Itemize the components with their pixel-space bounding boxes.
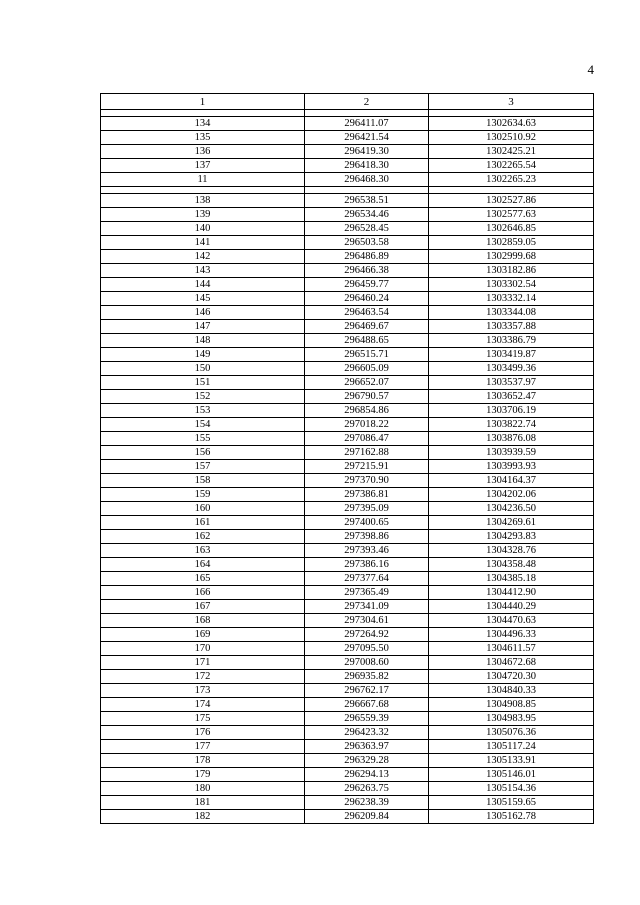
y-coordinate-cell: 1304983.95 (429, 712, 594, 726)
point-number-cell: 156 (101, 446, 305, 460)
point-number-cell: 134 (101, 117, 305, 131)
table-row (101, 117, 594, 131)
x-coordinate-cell: 297095.50 (305, 642, 429, 656)
table-row (101, 530, 594, 544)
x-coordinate-cell: 297386.16 (305, 558, 429, 572)
x-coordinate-cell: 297400.65 (305, 516, 429, 530)
y-coordinate-cell: 1303499.36 (429, 362, 594, 376)
y-coordinate-cell: 1304440.29 (429, 600, 594, 614)
point-number-cell: 152 (101, 390, 305, 404)
point-number-cell: 136 (101, 145, 305, 159)
table-body (101, 110, 594, 824)
y-coordinate-cell: 1304908.85 (429, 698, 594, 712)
table-row (101, 446, 594, 460)
x-coordinate-cell: 297215.91 (305, 460, 429, 474)
point-number-cell: 150 (101, 362, 305, 376)
x-coordinate-cell: 296468.30 (305, 173, 429, 187)
table-row (101, 502, 594, 516)
spacer-cell (429, 187, 594, 194)
point-number-cell: 159 (101, 488, 305, 502)
point-number-cell: 153 (101, 404, 305, 418)
x-coordinate-cell: 296528.45 (305, 222, 429, 236)
x-coordinate-cell: 297365.49 (305, 586, 429, 600)
point-number-cell: 11 (101, 173, 305, 187)
point-number-cell: 166 (101, 586, 305, 600)
x-coordinate-cell: 296466.38 (305, 264, 429, 278)
y-coordinate-cell: 1302265.23 (429, 173, 594, 187)
y-coordinate-cell: 1303332.14 (429, 292, 594, 306)
y-coordinate-cell: 1303876.08 (429, 432, 594, 446)
group-spacer-row (101, 187, 594, 194)
table-row (101, 236, 594, 250)
table-row (101, 572, 594, 586)
column-header-1: 1 (101, 94, 305, 110)
point-number-cell: 141 (101, 236, 305, 250)
y-coordinate-cell: 1305076.36 (429, 726, 594, 740)
coordinates-table (100, 93, 594, 824)
y-coordinate-cell: 1304470.63 (429, 614, 594, 628)
table-row (101, 334, 594, 348)
y-coordinate-cell: 1304611.57 (429, 642, 594, 656)
point-number-cell: 177 (101, 740, 305, 754)
x-coordinate-cell: 296652.07 (305, 376, 429, 390)
point-number-cell: 151 (101, 376, 305, 390)
point-number-cell: 169 (101, 628, 305, 642)
table-row (101, 670, 594, 684)
table-row (101, 292, 594, 306)
table-row (101, 754, 594, 768)
y-coordinate-cell: 1303939.59 (429, 446, 594, 460)
x-coordinate-cell: 296605.09 (305, 362, 429, 376)
table-row (101, 264, 594, 278)
table-row (101, 474, 594, 488)
x-coordinate-cell: 296762.17 (305, 684, 429, 698)
x-coordinate-cell: 296294.13 (305, 768, 429, 782)
y-coordinate-cell: 1304358.48 (429, 558, 594, 572)
spacer-cell (101, 110, 305, 117)
x-coordinate-cell: 297386.81 (305, 488, 429, 502)
table-row (101, 642, 594, 656)
y-coordinate-cell: 1304293.83 (429, 530, 594, 544)
table-row (101, 404, 594, 418)
point-number-cell: 142 (101, 250, 305, 264)
y-coordinate-cell: 1304385.18 (429, 572, 594, 586)
x-coordinate-cell: 296534.46 (305, 208, 429, 222)
table-row (101, 628, 594, 642)
x-coordinate-cell: 297018.22 (305, 418, 429, 432)
x-coordinate-cell: 296419.30 (305, 145, 429, 159)
x-coordinate-cell: 297393.46 (305, 544, 429, 558)
point-number-cell: 137 (101, 159, 305, 173)
x-coordinate-cell: 296667.68 (305, 698, 429, 712)
y-coordinate-cell: 1304236.50 (429, 502, 594, 516)
y-coordinate-cell: 1303182.86 (429, 264, 594, 278)
point-number-cell: 138 (101, 194, 305, 208)
point-number-cell: 167 (101, 600, 305, 614)
point-number-cell: 172 (101, 670, 305, 684)
table-row (101, 418, 594, 432)
table-row (101, 432, 594, 446)
y-coordinate-cell: 1305162.78 (429, 810, 594, 824)
spacer-cell (101, 187, 305, 194)
table-row (101, 460, 594, 474)
table-row (101, 376, 594, 390)
point-number-cell: 168 (101, 614, 305, 628)
table-row (101, 145, 594, 159)
point-number-cell: 145 (101, 292, 305, 306)
x-coordinate-cell: 296559.39 (305, 712, 429, 726)
y-coordinate-cell: 1303537.97 (429, 376, 594, 390)
point-number-cell: 180 (101, 782, 305, 796)
point-number-cell: 176 (101, 726, 305, 740)
x-coordinate-cell: 296418.30 (305, 159, 429, 173)
point-number-cell: 170 (101, 642, 305, 656)
y-coordinate-cell: 1302577.63 (429, 208, 594, 222)
x-coordinate-cell: 296263.75 (305, 782, 429, 796)
point-number-cell: 162 (101, 530, 305, 544)
y-coordinate-cell: 1304840.33 (429, 684, 594, 698)
y-coordinate-cell: 1304672.68 (429, 656, 594, 670)
y-coordinate-cell: 1303386.79 (429, 334, 594, 348)
x-coordinate-cell: 297162.88 (305, 446, 429, 460)
table-row (101, 544, 594, 558)
y-coordinate-cell: 1304496.33 (429, 628, 594, 642)
column-header-3: 3 (429, 94, 594, 110)
table-row (101, 278, 594, 292)
spacer-cell (305, 110, 429, 117)
x-coordinate-cell: 296503.58 (305, 236, 429, 250)
y-coordinate-cell: 1302646.85 (429, 222, 594, 236)
x-coordinate-cell: 296469.67 (305, 320, 429, 334)
point-number-cell: 140 (101, 222, 305, 236)
x-coordinate-cell: 296935.82 (305, 670, 429, 684)
y-coordinate-cell: 1303419.87 (429, 348, 594, 362)
y-coordinate-cell: 1304720.30 (429, 670, 594, 684)
table-row (101, 390, 594, 404)
y-coordinate-cell: 1305133.91 (429, 754, 594, 768)
x-coordinate-cell: 296488.65 (305, 334, 429, 348)
group-spacer-row (101, 110, 594, 117)
y-coordinate-cell: 1302510.92 (429, 131, 594, 145)
y-coordinate-cell: 1303302.54 (429, 278, 594, 292)
table-row (101, 768, 594, 782)
y-coordinate-cell: 1303357.88 (429, 320, 594, 334)
page-number: 4 (587, 62, 594, 77)
x-coordinate-cell: 296238.39 (305, 796, 429, 810)
table-row (101, 488, 594, 502)
y-coordinate-cell: 1304202.06 (429, 488, 594, 502)
x-coordinate-cell: 296329.28 (305, 754, 429, 768)
table-row (101, 586, 594, 600)
point-number-cell: 173 (101, 684, 305, 698)
x-coordinate-cell: 297377.64 (305, 572, 429, 586)
table-row (101, 712, 594, 726)
y-coordinate-cell: 1302425.21 (429, 145, 594, 159)
x-coordinate-cell: 296421.54 (305, 131, 429, 145)
point-number-cell: 175 (101, 712, 305, 726)
point-number-cell: 165 (101, 572, 305, 586)
y-coordinate-cell: 1302527.86 (429, 194, 594, 208)
point-number-cell: 179 (101, 768, 305, 782)
x-coordinate-cell: 297395.09 (305, 502, 429, 516)
point-number-cell: 160 (101, 502, 305, 516)
x-coordinate-cell: 296854.86 (305, 404, 429, 418)
y-coordinate-cell: 1304269.61 (429, 516, 594, 530)
table-row (101, 782, 594, 796)
table-row (101, 558, 594, 572)
y-coordinate-cell: 1303822.74 (429, 418, 594, 432)
y-coordinate-cell: 1302859.05 (429, 236, 594, 250)
point-number-cell: 139 (101, 208, 305, 222)
point-number-cell: 174 (101, 698, 305, 712)
x-coordinate-cell: 297086.47 (305, 432, 429, 446)
x-coordinate-cell: 297264.92 (305, 628, 429, 642)
y-coordinate-cell: 1302999.68 (429, 250, 594, 264)
y-coordinate-cell: 1304328.76 (429, 544, 594, 558)
table-row (101, 740, 594, 754)
point-number-cell: 157 (101, 460, 305, 474)
table-row (101, 684, 594, 698)
x-coordinate-cell: 297304.61 (305, 614, 429, 628)
y-coordinate-cell: 1302265.54 (429, 159, 594, 173)
x-coordinate-cell: 296209.84 (305, 810, 429, 824)
point-number-cell: 135 (101, 131, 305, 145)
x-coordinate-cell: 296790.57 (305, 390, 429, 404)
x-coordinate-cell: 296515.71 (305, 348, 429, 362)
x-coordinate-cell: 297341.09 (305, 600, 429, 614)
point-number-cell: 143 (101, 264, 305, 278)
point-number-cell: 171 (101, 656, 305, 670)
point-number-cell: 146 (101, 306, 305, 320)
table-row (101, 796, 594, 810)
y-coordinate-cell: 1305117.24 (429, 740, 594, 754)
table-row (101, 362, 594, 376)
x-coordinate-cell: 296423.32 (305, 726, 429, 740)
x-coordinate-cell: 296486.89 (305, 250, 429, 264)
point-number-cell: 161 (101, 516, 305, 530)
x-coordinate-cell: 297008.60 (305, 656, 429, 670)
table-row (101, 320, 594, 334)
point-number-cell: 155 (101, 432, 305, 446)
table-row (101, 306, 594, 320)
point-number-cell: 163 (101, 544, 305, 558)
point-number-cell: 144 (101, 278, 305, 292)
y-coordinate-cell: 1305159.65 (429, 796, 594, 810)
table-row (101, 600, 594, 614)
x-coordinate-cell: 296363.97 (305, 740, 429, 754)
table-row (101, 348, 594, 362)
table-row (101, 516, 594, 530)
y-coordinate-cell: 1303706.19 (429, 404, 594, 418)
x-coordinate-cell: 296459.77 (305, 278, 429, 292)
y-coordinate-cell: 1302634.63 (429, 117, 594, 131)
point-number-cell: 147 (101, 320, 305, 334)
point-number-cell: 149 (101, 348, 305, 362)
point-number-cell: 178 (101, 754, 305, 768)
y-coordinate-cell: 1305146.01 (429, 768, 594, 782)
table-row (101, 208, 594, 222)
table-row (101, 810, 594, 824)
column-header-2: 2 (305, 94, 429, 110)
y-coordinate-cell: 1303652.47 (429, 390, 594, 404)
point-number-cell: 154 (101, 418, 305, 432)
table-row (101, 159, 594, 173)
spacer-cell (429, 110, 594, 117)
x-coordinate-cell: 296460.24 (305, 292, 429, 306)
table-header-row (101, 94, 594, 110)
y-coordinate-cell: 1304412.90 (429, 586, 594, 600)
x-coordinate-cell: 296463.54 (305, 306, 429, 320)
x-coordinate-cell: 296538.51 (305, 194, 429, 208)
x-coordinate-cell: 297370.90 (305, 474, 429, 488)
y-coordinate-cell: 1303993.93 (429, 460, 594, 474)
point-number-cell: 181 (101, 796, 305, 810)
x-coordinate-cell: 297398.86 (305, 530, 429, 544)
table-row (101, 173, 594, 187)
table-row (101, 698, 594, 712)
table-row (101, 656, 594, 670)
spacer-cell (305, 187, 429, 194)
table-row (101, 194, 594, 208)
table-row (101, 222, 594, 236)
table-row (101, 726, 594, 740)
point-number-cell: 148 (101, 334, 305, 348)
table-row (101, 131, 594, 145)
y-coordinate-cell: 1303344.08 (429, 306, 594, 320)
point-number-cell: 182 (101, 810, 305, 824)
point-number-cell: 158 (101, 474, 305, 488)
y-coordinate-cell: 1304164.37 (429, 474, 594, 488)
x-coordinate-cell: 296411.07 (305, 117, 429, 131)
table-row (101, 250, 594, 264)
y-coordinate-cell: 1305154.36 (429, 782, 594, 796)
point-number-cell: 164 (101, 558, 305, 572)
table-row (101, 614, 594, 628)
